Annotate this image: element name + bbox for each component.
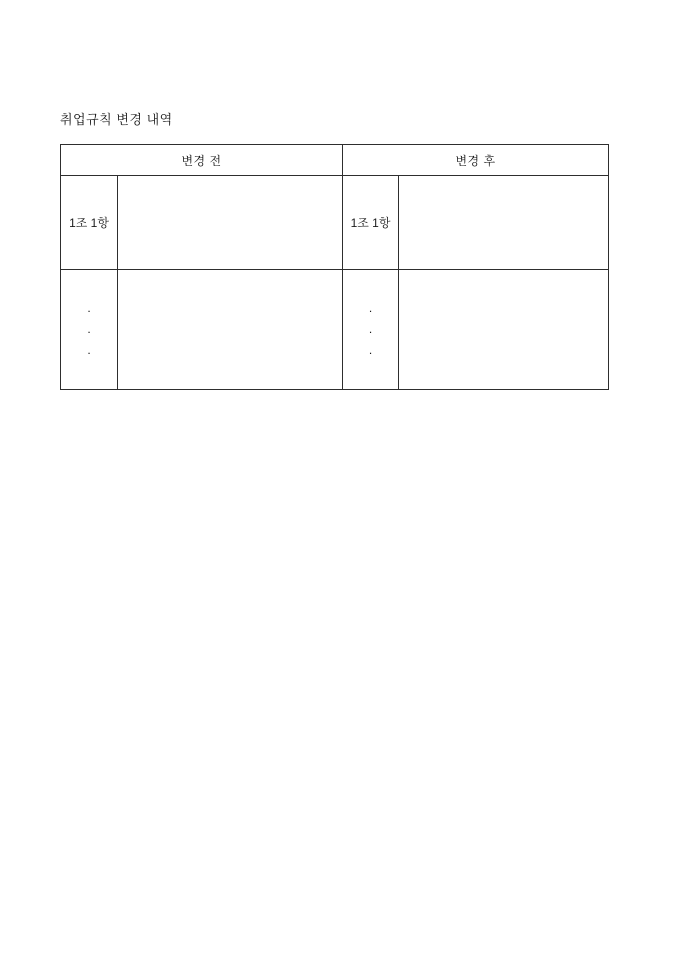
header-before-change: 변경 전 [61,145,343,176]
dot: . [368,343,373,357]
after-ellipsis-content-cell [399,270,609,390]
before-dots-stack [61,270,117,389]
before-ellipsis-content-cell [118,270,343,390]
dot: . [368,322,373,336]
dot: . [368,301,373,315]
dot: . [87,343,91,357]
after-ellipsis-cell [343,270,399,390]
change-history-table [60,144,609,390]
header-after-change: 변경 후 [343,145,609,176]
after-clause-label-cell: 1조 1항 [343,176,399,270]
document-title: 취업규칙 변경 내역 [60,112,173,127]
before-clause-label-cell: 1조 1항 [61,176,118,270]
after-dots-stack [343,270,398,389]
after-clause-content-cell [399,176,609,270]
table-row-article [61,176,609,270]
before-ellipsis-cell [61,270,118,390]
table-header-row [61,145,609,176]
dot: . [87,322,91,336]
before-clause-content-cell [118,176,343,270]
table-row-ellipsis [61,270,609,390]
dot: . [87,301,91,315]
